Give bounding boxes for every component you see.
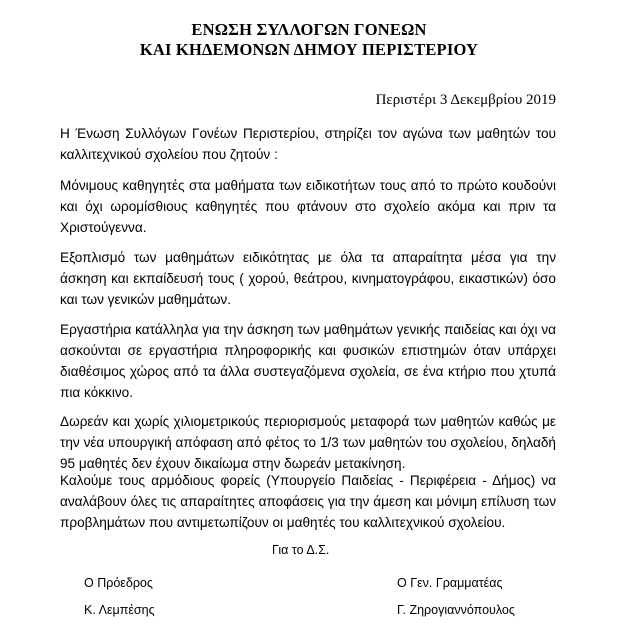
signature-board: Για το Δ.Σ. (272, 543, 330, 557)
paragraph-call-to-action: Καλούμε τους αρμόδιους φορείς (Υπουργείο Παιδείας - Περιφέρεια - Δήμος) να αναλάβουν όλες τις απαραίτητες αποφάσεις για την άμεση και μόνιμη επίλυση των προβλημάτων που αντιμετωπίζουν οι μαθητές του καλλιτεχνικού σχολείου. (60, 473, 556, 530)
signature-left-title: Ο Πρόεδρος (84, 576, 153, 590)
paragraph-intro: Η Ένωση Συλλόγων Γονέων Περιστερίου, στηρίζει τον αγώνα των μαθητών του καλλιτεχνικού σχολείου που ζητούν : (60, 126, 556, 162)
paragraph-demand-transport: Δωρεάν και χωρίς χιλιομετρικούς περιορισμούς μεταφορά των μαθητών καθώς με την νέα υπουργική απόφαση από φέτος το 1/3 των μαθητών του σχολείου, δηλαδή 95 μαθητές δεν έχουν δικαίωμα στην δωρεάν μετακίνηση. (60, 414, 556, 471)
signature-right-title: Ο Γεν. Γραμματέας (397, 576, 503, 590)
paragraph-demand-teachers: Μόνιμους καθηγητές στα μαθήματα των ειδικοτήτων τους από το πρώτο κουδούνι και όχι ωρομίσθιους καθηγητές που φτάνουν στο σχολείο ακόμα και πριν τα Χριστούγεννα. (60, 178, 556, 235)
document-date: Περιστέρι 3 Δεκεμβρίου 2019 (375, 92, 556, 108)
paragraph-demand-equipment: Εξοπλισμό των μαθημάτων ειδικότητας με όλα τα απαραίτητα μέσα για την άσκηση και εκπαίδευσή τους ( χορού, θεάτρου, κινηματογράφου, εικαστικών) όσο και των γενικών μαθημάτων. (60, 250, 556, 307)
signature-right-name: Γ. Ζηρογιαννόπουλος (397, 603, 515, 617)
header-line-2: ΚΑΙ ΚΗΔΕΜΟΝΩΝ ΔΗΜΟΥ ΠΕΡΙΣΤΕΡΙΟΥ (139, 40, 479, 59)
header-line-1: ΕΝΩΣΗ ΣΥΛΛΟΓΩΝ ΓΟΝΕΩΝ (191, 20, 427, 39)
signature-left-name: Κ. Λεμπέσης (84, 603, 155, 617)
paragraph-demand-labs: Εργαστήρια κατάλληλα για την άσκηση των μαθημάτων γενικής παιδείας και όχι να ασκούνται σε εργαστήρια πληροφορικής και φυσικών επιστημών όταν υπάρχει διαθέσιμος χώρος από τα άλλα συστεγαζόμενα σχολεία, σε ένα κτήριο που χτυπά πια κόκκινο. (60, 322, 556, 400)
